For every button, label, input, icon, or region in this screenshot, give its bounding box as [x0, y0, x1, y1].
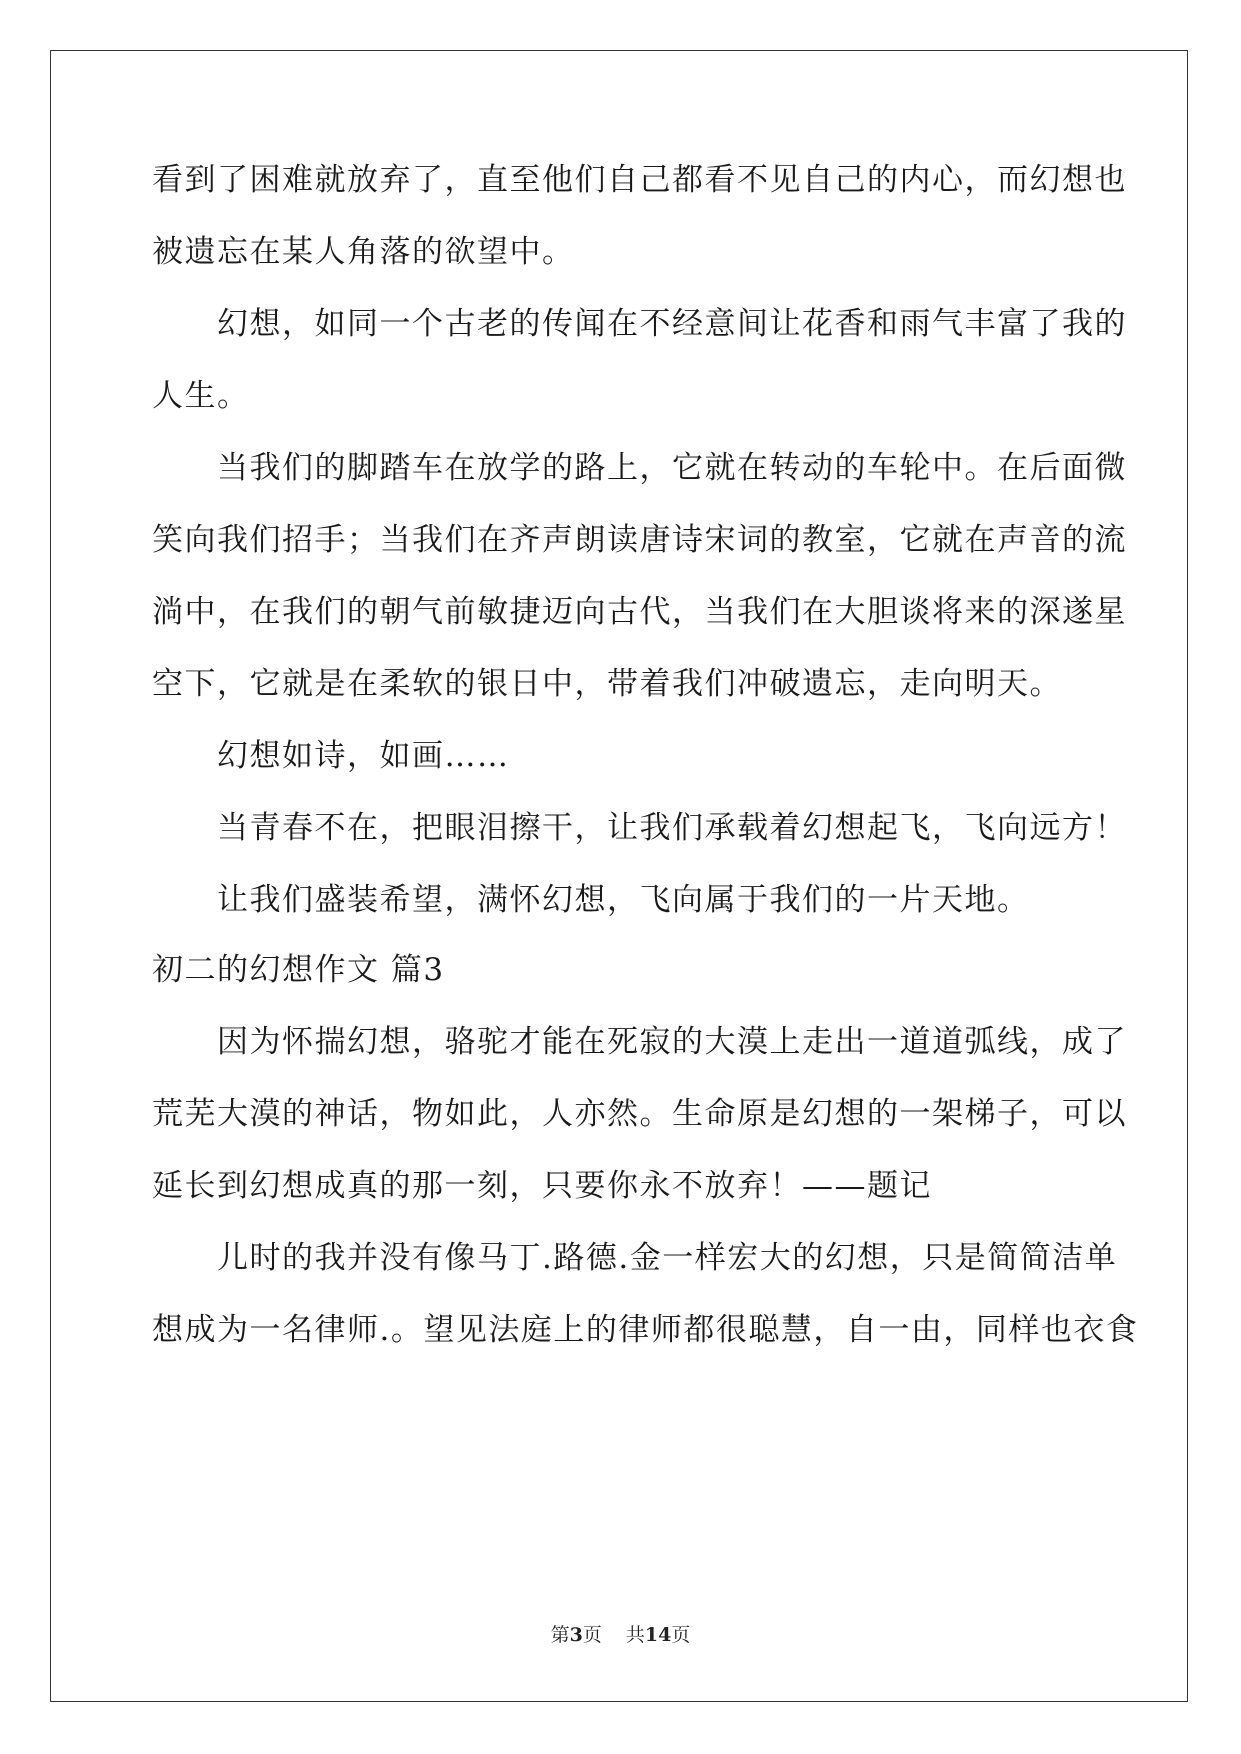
page-suffix: 页: [582, 1624, 602, 1646]
page-border: [50, 50, 1188, 1702]
text-line: 让我们盛装希望，满怀幻想，飞向属于我们的一片天地。: [152, 882, 1030, 918]
text-line: 当青春不在，把眼泪擦干，让我们承载着幻想起飞，飞向远方！: [152, 810, 1127, 846]
text-line: 淌中，在我们的朝气前敏捷迈向古代，当我们在大胆谈将来的深遂星: [152, 594, 1127, 630]
text-line: 儿时的我并没有像马丁.路德.金一样宏大的幻想，只是简简洁单: [152, 1240, 1118, 1276]
text-line: 人生。: [152, 378, 250, 414]
text-line: 幻想，如同一个古老的传闻在不经意间让花香和雨气丰富了我的: [152, 306, 1127, 342]
total-prefix: 共: [625, 1624, 645, 1646]
text-line: 空下，它就是在柔软的银日中，带着我们冲破遗忘，走向明天。: [152, 666, 1062, 702]
text-line: 幻想如诗，如画……: [152, 738, 510, 774]
text-line: 当我们的脚踏车在放学的路上，它就在转动的车轮中。在后面微: [152, 450, 1127, 486]
section-heading: 初二的幻想作文 篇3: [152, 952, 445, 988]
text-line: 荒芜大漠的神话，物如此，人亦然。生命原是幻想的一架梯子，可以: [152, 1096, 1127, 1132]
current-page-number: 3: [569, 1624, 583, 1646]
total-suffix: 页: [671, 1624, 691, 1646]
text-line: 笑向我们招手；当我们在齐声朗读唐诗宋词的教室，它就在声音的流: [152, 522, 1127, 558]
text-line: 延长到幻想成真的那一刻，只要你永不放弃！——题记: [152, 1168, 932, 1204]
text-line: 想成为一名律师.。望见法庭上的律师都很聪慧，自一由，同样也衣食: [152, 1312, 1139, 1348]
text-line: 被遗忘在某人角落的欲望中。: [152, 234, 575, 270]
text-line: 因为怀揣幻想，骆驼才能在死寂的大漠上走出一道道弧线，成了: [152, 1024, 1127, 1060]
total-page-count: 14: [644, 1624, 672, 1646]
page-prefix: 第: [550, 1624, 570, 1646]
text-line: 看到了困难就放弃了，直至他们自己都看不见自己的内心，而幻想也: [152, 162, 1127, 198]
page-footer: [0, 1623, 1241, 1647]
